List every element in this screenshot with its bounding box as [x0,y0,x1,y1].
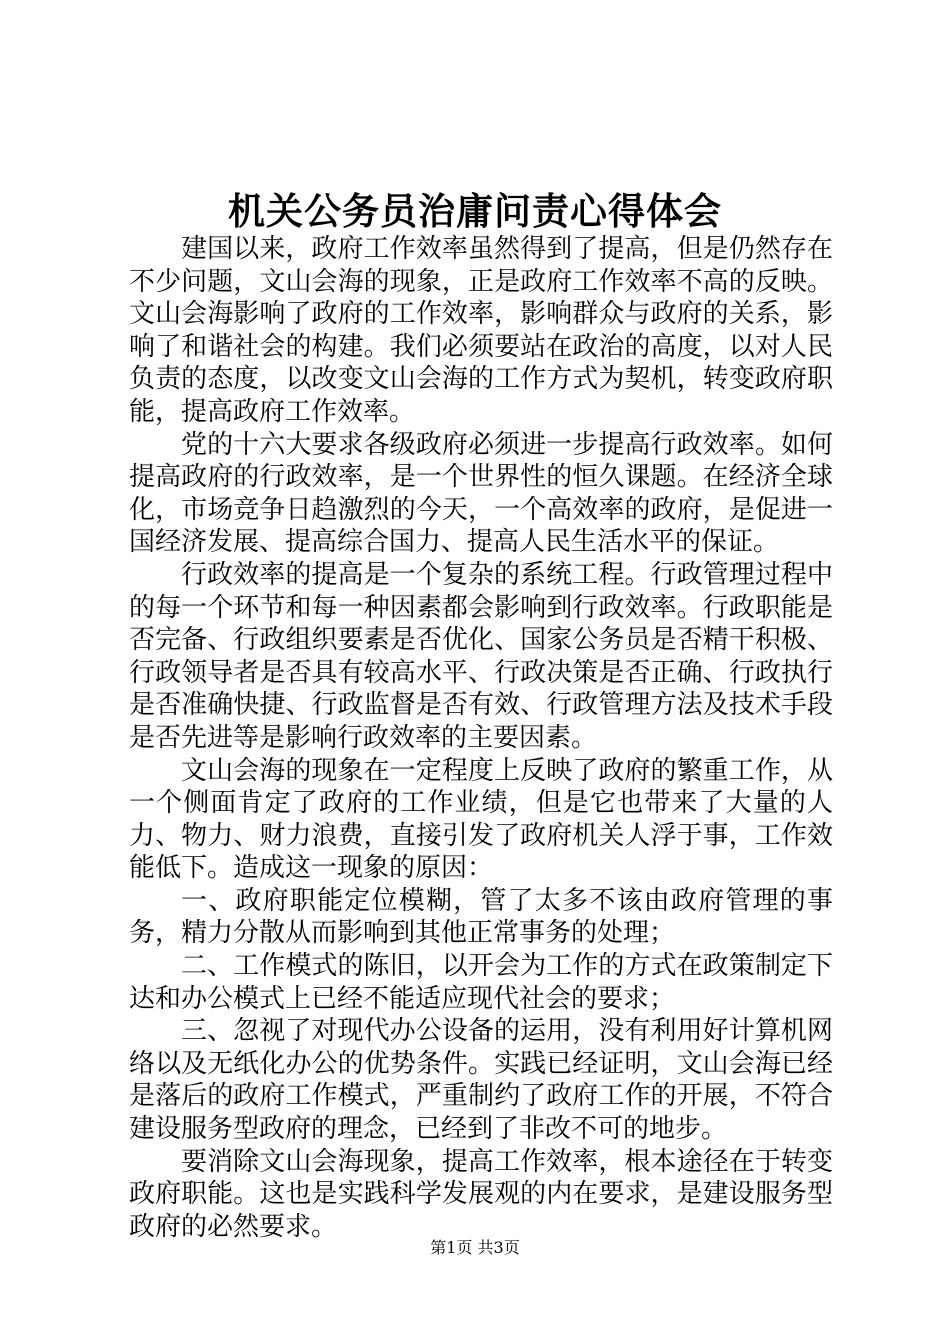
paragraph-2: 党的十六大要求各级政府必须进一步提高行政效率。如何提高政府的行政效率，是一个世界性的恒久课题。在经济全球化，市场竞争日趋激烈的今天，一个高效率的政府，是促进一国经济发展、提高综合国力、提高人民生活水平的保证。 [129,429,833,558]
page-number: 第1页 共3页 [430,1238,520,1257]
paragraph-3: 行政效率的提高是一个复杂的系统工程。行政管理过程中的每一个环节和每一种因素都会影响到行政效率。行政职能是否完备、行政组织要素是否优化、国家公务员是否精干积极、行政领导者是否具有较高水平、行政决策是否正确、行政执行是否准确快捷、行政监督是否有效、行政管理方法及技术手段是否先进等是影响行政效率的主要因素。 [129,559,833,753]
paragraph-8: 要消除文山会海现象，提高工作效率，根本途径在于转变政府职能。这也是实践科学发展观的内在要求，是建设服务型政府的必然要求。 [129,1146,833,1242]
paragraph-5: 一、政府职能定位模糊，管了太多不该由政府管理的事务，精力分散从而影响到其他正常事务的处理； [129,885,833,949]
paragraph-7: 三、忽视了对现代办公设备的运用，没有利用好计算机网络以及无纸化办公的优势条件。实践已经证明，文山会海已经是落后的政府工作模式，严重制约了政府工作的开展，不符合建设服务型政府的理念，已经到了非改不可的地步。 [129,1016,833,1145]
document-title: 机关公务员治庸问责心得体会 [228,189,722,233]
paragraph-4: 文山会海的现象在一定程度上反映了政府的繁重工作，从一个侧面肯定了政府的工作业绩，但是它也带来了大量的人力、物力、财力浪费，直接引发了政府机关人浮于事，工作效能低下。造成这一现象的原因： [129,755,833,884]
document-body [129,233,833,1243]
paragraph-6: 二、工作模式的陈旧，以开会为工作的方式在政策制定下达和办公模式上已经不能适应现代社会的要求； [129,951,833,1014]
paragraph-1: 建国以来，政府工作效率虽然得到了提高，但是仍然存在不少问题，文山会海的现象，正是政府工作效率不高的反映。文山会海影响了政府的工作效率，影响群众与政府的关系，影响了和谐社会的构建。我们必须要站在政治的高度，以对人民负责的态度，以改变文山会海的工作方式为契机，转变政府职能，提高政府工作效率。 [129,234,833,427]
